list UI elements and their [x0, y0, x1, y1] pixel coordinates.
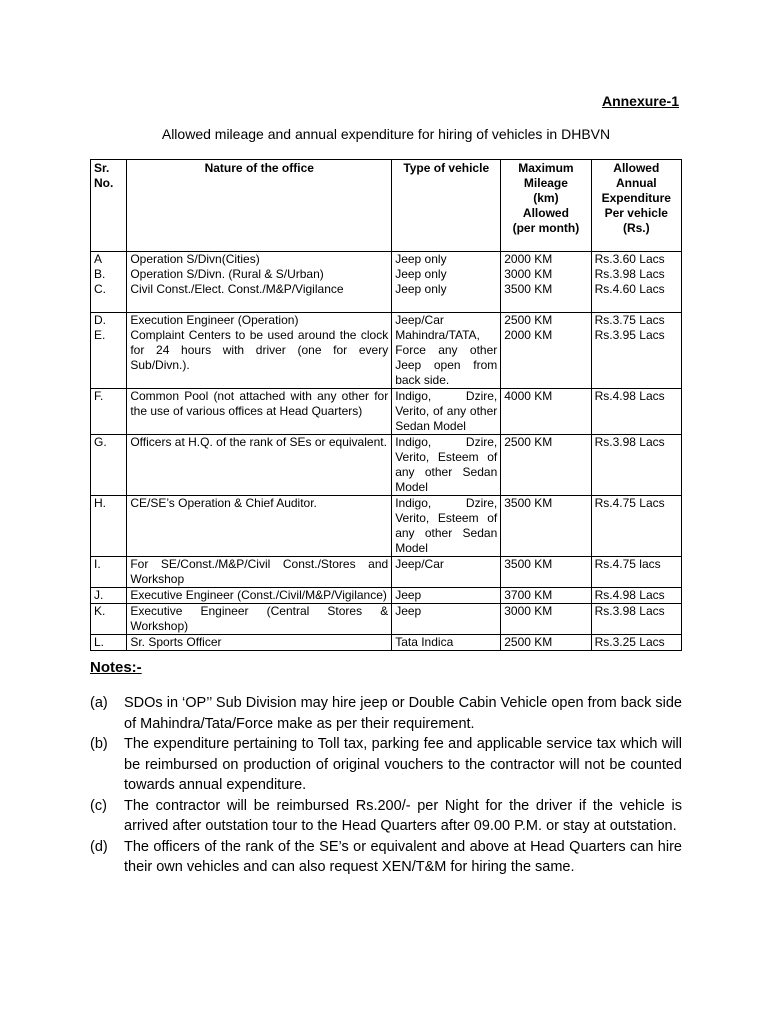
table-row	[91, 252, 682, 268]
cell-expenditure: Rs.4.60 Lacs	[591, 282, 681, 297]
note-label: (b)	[90, 736, 108, 752]
table-row	[91, 267, 682, 282]
header-sr-line: No.	[94, 176, 114, 190]
note-label: (a)	[90, 695, 108, 711]
note-item	[90, 796, 682, 837]
cell-office: Execution Engineer (Operation)	[127, 313, 392, 329]
header-mileage-line: Mileage	[523, 176, 568, 190]
document-title: Allowed mileage and annual expenditure for hiring of vehicles in DHBVN	[161, 126, 611, 142]
cell-mileage: 3700 KM	[501, 588, 591, 604]
cell-office: CE/SE’s Operation & Chief Auditor.	[127, 496, 392, 557]
note-label: (c)	[90, 797, 107, 814]
cell-vehicle: Jeep/Car	[392, 557, 501, 588]
cell-mileage: 2000 KM	[501, 328, 591, 389]
cell-expenditure: Rs.3.98 Lacs	[591, 604, 681, 635]
header-expenditure-line: Expenditure	[601, 191, 671, 205]
cell-sr: G.	[91, 435, 127, 496]
vehicle-allowance-table	[90, 159, 682, 651]
cell-vehicle: Jeep	[392, 588, 501, 604]
cell-expenditure: Rs.3.95 Lacs	[591, 328, 681, 389]
cell-expenditure: Rs.3.98 Lacs	[591, 267, 681, 282]
cell-expenditure: Rs.4.75 Lacs	[591, 496, 681, 557]
cell-vehicle: Indigo, Dzire, Verito, of any other Sedan Model	[392, 389, 501, 435]
cell-office: Operation S/Divn(Cities)	[127, 252, 392, 268]
table-row	[91, 588, 682, 604]
cell-sr: J.	[91, 588, 127, 604]
table-row	[91, 635, 682, 651]
table-header-row	[91, 160, 682, 252]
cell-mileage: 3500 KM	[501, 557, 591, 588]
cell-sr: I.	[91, 557, 127, 588]
cell-mileage: 2500 KM	[501, 435, 591, 496]
cell-mileage: 2000 KM	[501, 252, 591, 268]
cell-expenditure: Rs.3.60 Lacs	[591, 252, 681, 268]
cell-sr: H.	[91, 496, 127, 557]
note-item	[90, 734, 682, 796]
note-text: The expenditure pertaining to Toll tax, parking fee and applicable service tax which will be reimbursed on production of original vouchers to the contractor will not be counted towards annual expenditure.	[124, 736, 682, 793]
notes-heading: Notes:-	[90, 659, 142, 676]
header-sr-no	[91, 160, 127, 252]
note-text: SDOs in ‘OP’’ Sub Division may hire jeep or Double Cabin Vehicle open from back side of Mahindra/Tata/Force make as per their requirement.	[124, 695, 682, 732]
cell-sr: C.	[91, 282, 127, 297]
cell-vehicle: Jeep only	[392, 267, 501, 282]
header-office: Nature of the office	[127, 160, 392, 252]
header-mileage-line: Maximum	[518, 161, 574, 175]
table-row	[91, 496, 682, 557]
cell-sr: A	[91, 252, 127, 268]
table-spacer-row	[91, 297, 682, 313]
cell-mileage: 2500 KM	[501, 635, 591, 651]
cell-vehicle: Tata Indica	[392, 635, 501, 651]
cell-sr: L.	[91, 635, 127, 651]
table-row	[91, 557, 682, 588]
note-item	[90, 693, 682, 734]
cell-sr: F.	[91, 389, 127, 435]
header-mileage-line: (per month)	[512, 221, 580, 235]
cell-vehicle: Jeep	[392, 604, 501, 635]
table-row	[91, 313, 682, 329]
cell-sr: B.	[91, 267, 127, 282]
table-row	[91, 282, 682, 297]
cell-expenditure: Rs.3.75 Lacs	[591, 313, 681, 329]
cell-mileage: 4000 KM	[501, 389, 591, 435]
cell-mileage: 2500 KM	[501, 313, 591, 329]
cell-mileage: 3500 KM	[501, 496, 591, 557]
header-expenditure-line: Annual	[615, 176, 657, 190]
cell-office: Officers at H.Q. of the rank of SEs or equivalent.	[127, 435, 392, 496]
cell-expenditure: Rs.3.25 Lacs	[591, 635, 681, 651]
table-row	[91, 435, 682, 496]
header-mileage-line: Allowed	[522, 206, 569, 220]
cell-expenditure: Rs.4.98 Lacs	[591, 588, 681, 604]
cell-mileage: 3000 KM	[501, 267, 591, 282]
cell-vehicle: Jeep only	[392, 282, 501, 297]
notes-list	[90, 693, 682, 878]
cell-vehicle: Jeep only	[392, 252, 501, 268]
cell-expenditure: Rs.4.98 Lacs	[591, 389, 681, 435]
cell-mileage: 3500 KM	[501, 282, 591, 297]
cell-expenditure: Rs.4.75 lacs	[591, 557, 681, 588]
header-sr-line: Sr.	[94, 161, 110, 175]
cell-office: Sr. Sports Officer	[127, 635, 392, 651]
header-expenditure-line: (Rs.)	[622, 221, 650, 235]
cell-office: Executive Engineer (Central Stores & Workshop)	[127, 604, 392, 635]
cell-vehicle: Indigo, Dzire, Verito, Esteem of any other Sedan Model	[392, 435, 501, 496]
note-label: (d)	[90, 838, 108, 855]
note-text: The contractor will be reimbursed Rs.200/- per Night for the driver if the vehicle is arrived after outstation tour to the Head Quarters after 09.00 P.M. or stay at outstation.	[124, 797, 682, 834]
cell-vehicle: Jeep/Car	[392, 313, 501, 329]
header-expenditure-line: Allowed	[613, 161, 660, 175]
cell-sr: K.	[91, 604, 127, 635]
table-row	[91, 604, 682, 635]
note-text: The officers of the rank of the SE’s or equivalent and above at Head Quarters can hire their own vehicles and can also request XEN/T&M for hiring the same.	[124, 838, 682, 875]
cell-vehicle: Indigo, Dzire, Verito, Esteem of any other Sedan Model	[392, 496, 501, 557]
table-row	[91, 389, 682, 435]
cell-vehicle: Mahindra/TATA, Force any other Jeep open from back side.	[392, 328, 501, 389]
cell-office: Common Pool (not attached with any other for the use of various offices at Head Quarters)	[127, 389, 392, 435]
header-vehicle: Type of vehicle	[392, 160, 501, 252]
cell-sr: D.	[91, 313, 127, 329]
cell-mileage: 3000 KM	[501, 604, 591, 635]
cell-office: Complaint Centers to be used around the clock for 24 hours with driver (one for every Sub/Divn.).	[127, 328, 392, 389]
cell-office: For SE/Const./M&P/Civil Const./Stores and Workshop	[127, 557, 392, 588]
cell-expenditure: Rs.3.98 Lacs	[591, 435, 681, 496]
cell-office: Civil Const./Elect. Const./M&P/Vigilance	[127, 282, 392, 297]
cell-office: Operation S/Divn. (Rural & S/Urban)	[127, 267, 392, 282]
cell-office: Executive Engineer (Const./Civil/M&P/Vigilance)	[127, 588, 392, 604]
header-mileage	[501, 160, 591, 252]
header-mileage-line: (km)	[533, 191, 559, 205]
cell-sr: E.	[91, 328, 127, 389]
header-expenditure	[591, 160, 681, 252]
note-item	[90, 837, 682, 878]
annexure-heading: Annexure-1	[601, 93, 679, 109]
header-expenditure-line: Per vehicle	[604, 206, 668, 220]
table-row	[91, 328, 682, 389]
